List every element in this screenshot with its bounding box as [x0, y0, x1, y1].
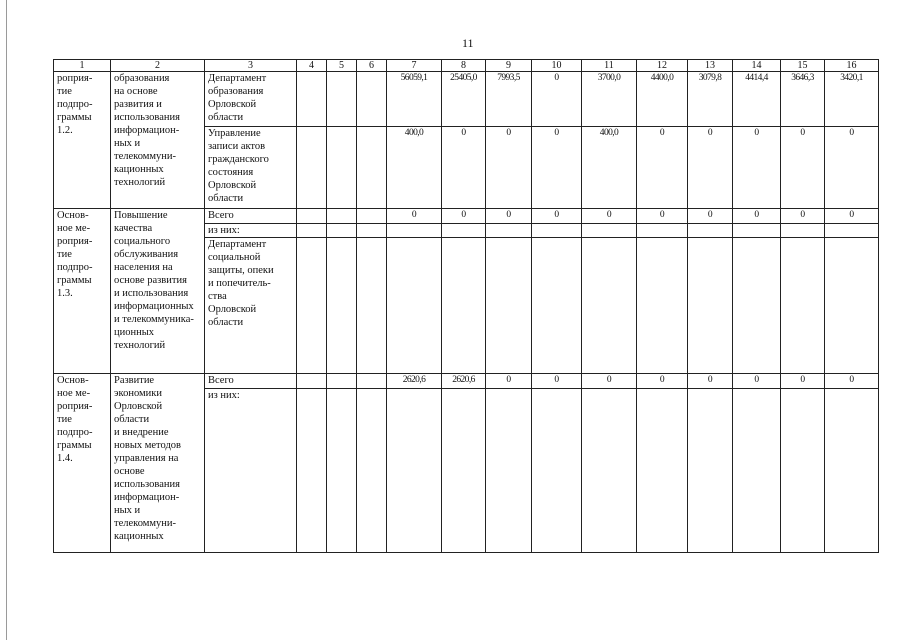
- empty-cell: [387, 389, 442, 553]
- value-cell: 0: [442, 127, 486, 209]
- activity-code-cell: Основ- ное ме- роприя- тие подпро- граммы 1.3.: [54, 209, 111, 374]
- value-cell: 0: [781, 374, 825, 389]
- value-cell: 0: [781, 209, 825, 224]
- value-cell: 3420,1: [825, 72, 879, 127]
- value-cell: 3700,0: [582, 72, 637, 127]
- empty-cell: [357, 72, 387, 127]
- value-cell: 0: [637, 127, 688, 209]
- empty-cell: [486, 238, 532, 374]
- empty-cell: [357, 374, 387, 389]
- empty-cell: [781, 224, 825, 238]
- table-row: [54, 72, 879, 127]
- col-header: 9: [486, 60, 532, 72]
- scan-page-edge: [6, 0, 7, 640]
- col-header: 4: [297, 60, 327, 72]
- value-cell: 0: [532, 127, 582, 209]
- col-header: 5: [327, 60, 357, 72]
- empty-cell: [327, 389, 357, 553]
- empty-cell: [637, 238, 688, 374]
- empty-cell: [442, 389, 486, 553]
- empty-cell: [387, 238, 442, 374]
- empty-cell: [442, 224, 486, 238]
- col-header: 15: [781, 60, 825, 72]
- empty-cell: [733, 389, 781, 553]
- activity-name-cell: образования на основе развития и использования информацион- ных и телекоммуни- кационных технологий: [111, 72, 205, 209]
- empty-cell: [733, 224, 781, 238]
- value-cell: 0: [486, 127, 532, 209]
- value-cell: 0: [486, 209, 532, 224]
- value-cell: 0: [582, 374, 637, 389]
- col-header: 3: [205, 60, 297, 72]
- value-cell: 0: [486, 374, 532, 389]
- value-cell: 0: [825, 209, 879, 224]
- col-header: 11: [582, 60, 637, 72]
- col-header: 8: [442, 60, 486, 72]
- value-cell: 7993,5: [486, 72, 532, 127]
- empty-cell: [297, 224, 327, 238]
- empty-cell: [825, 389, 879, 553]
- value-cell: 0: [532, 374, 582, 389]
- value-cell: 0: [532, 72, 582, 127]
- empty-cell: [357, 127, 387, 209]
- col-header: 1: [54, 60, 111, 72]
- empty-cell: [582, 224, 637, 238]
- col-header: 13: [688, 60, 733, 72]
- empty-cell: [357, 389, 387, 553]
- col-header: 10: [532, 60, 582, 72]
- empty-cell: [825, 238, 879, 374]
- empty-cell: [297, 238, 327, 374]
- executor-cell: Управление записи актов гражданского состояния Орловской области: [205, 127, 297, 209]
- budget-table: [53, 59, 879, 553]
- value-cell: 2620,6: [442, 374, 486, 389]
- empty-cell: [357, 224, 387, 238]
- table-row: [54, 374, 879, 389]
- column-number-row: [54, 60, 879, 72]
- value-cell: 0: [637, 374, 688, 389]
- empty-cell: [637, 389, 688, 553]
- value-cell: 0: [733, 374, 781, 389]
- of-which-label-cell: из них:: [205, 389, 297, 553]
- empty-cell: [387, 224, 442, 238]
- value-cell: 0: [688, 127, 733, 209]
- executor-cell: Департамент социальной защиты, опеки и попечитель- ства Орловской области: [205, 238, 297, 374]
- of-which-label-cell: из них:: [205, 224, 297, 238]
- value-cell: 56059,1: [387, 72, 442, 127]
- total-label-cell: Всего: [205, 209, 297, 224]
- empty-cell: [781, 389, 825, 553]
- empty-cell: [825, 224, 879, 238]
- empty-cell: [327, 224, 357, 238]
- empty-cell: [327, 238, 357, 374]
- empty-cell: [532, 238, 582, 374]
- col-header: 14: [733, 60, 781, 72]
- empty-cell: [327, 374, 357, 389]
- value-cell: 3079,8: [688, 72, 733, 127]
- value-cell: 0: [688, 209, 733, 224]
- activity-code-cell: роприя- тие подпро- граммы 1.2.: [54, 72, 111, 209]
- empty-cell: [688, 238, 733, 374]
- empty-cell: [637, 224, 688, 238]
- empty-cell: [688, 389, 733, 553]
- value-cell: 0: [825, 374, 879, 389]
- empty-cell: [486, 224, 532, 238]
- value-cell: 0: [825, 127, 879, 209]
- total-label-cell: Всего: [205, 374, 297, 389]
- value-cell: 4400,0: [637, 72, 688, 127]
- value-cell: 0: [781, 127, 825, 209]
- col-header: 16: [825, 60, 879, 72]
- value-cell: 0: [637, 209, 688, 224]
- empty-cell: [733, 238, 781, 374]
- empty-cell: [532, 224, 582, 238]
- empty-cell: [357, 209, 387, 224]
- col-header: 2: [111, 60, 205, 72]
- empty-cell: [357, 238, 387, 374]
- empty-cell: [327, 209, 357, 224]
- value-cell: 0: [582, 209, 637, 224]
- col-header: 7: [387, 60, 442, 72]
- value-cell: 0: [688, 374, 733, 389]
- value-cell: 0: [733, 127, 781, 209]
- value-cell: 2620,6: [387, 374, 442, 389]
- empty-cell: [582, 238, 637, 374]
- activity-name-cell: Повышение качества социального обслуживания населения на основе развития и использования информационных и телекоммуника- ционных технологий: [111, 209, 205, 374]
- value-cell: 400,0: [387, 127, 442, 209]
- value-cell: 25405,0: [442, 72, 486, 127]
- activity-code-cell: Основ- ное ме- роприя- тие подпро- граммы 1.4.: [54, 374, 111, 553]
- col-header: 6: [357, 60, 387, 72]
- executor-cell: Департамент образования Орловской области: [205, 72, 297, 127]
- empty-cell: [486, 389, 532, 553]
- empty-cell: [297, 209, 327, 224]
- empty-cell: [532, 389, 582, 553]
- empty-cell: [688, 224, 733, 238]
- empty-cell: [297, 72, 327, 127]
- empty-cell: [297, 127, 327, 209]
- value-cell: 0: [387, 209, 442, 224]
- value-cell: 400,0: [582, 127, 637, 209]
- empty-cell: [297, 374, 327, 389]
- empty-cell: [781, 238, 825, 374]
- page-number: 11: [462, 36, 474, 50]
- col-header: 12: [637, 60, 688, 72]
- activity-name-cell: Развитие экономики Орловской области и внедрение новых методов управления на основе использования информацион- ных и телекоммуни- кационных: [111, 374, 205, 553]
- value-cell: 0: [442, 209, 486, 224]
- empty-cell: [327, 72, 357, 127]
- value-cell: 0: [532, 209, 582, 224]
- value-cell: 3646,3: [781, 72, 825, 127]
- table-row: [54, 209, 879, 224]
- empty-cell: [327, 127, 357, 209]
- value-cell: 4414,4: [733, 72, 781, 127]
- empty-cell: [442, 238, 486, 374]
- empty-cell: [297, 389, 327, 553]
- empty-cell: [582, 389, 637, 553]
- value-cell: 0: [733, 209, 781, 224]
